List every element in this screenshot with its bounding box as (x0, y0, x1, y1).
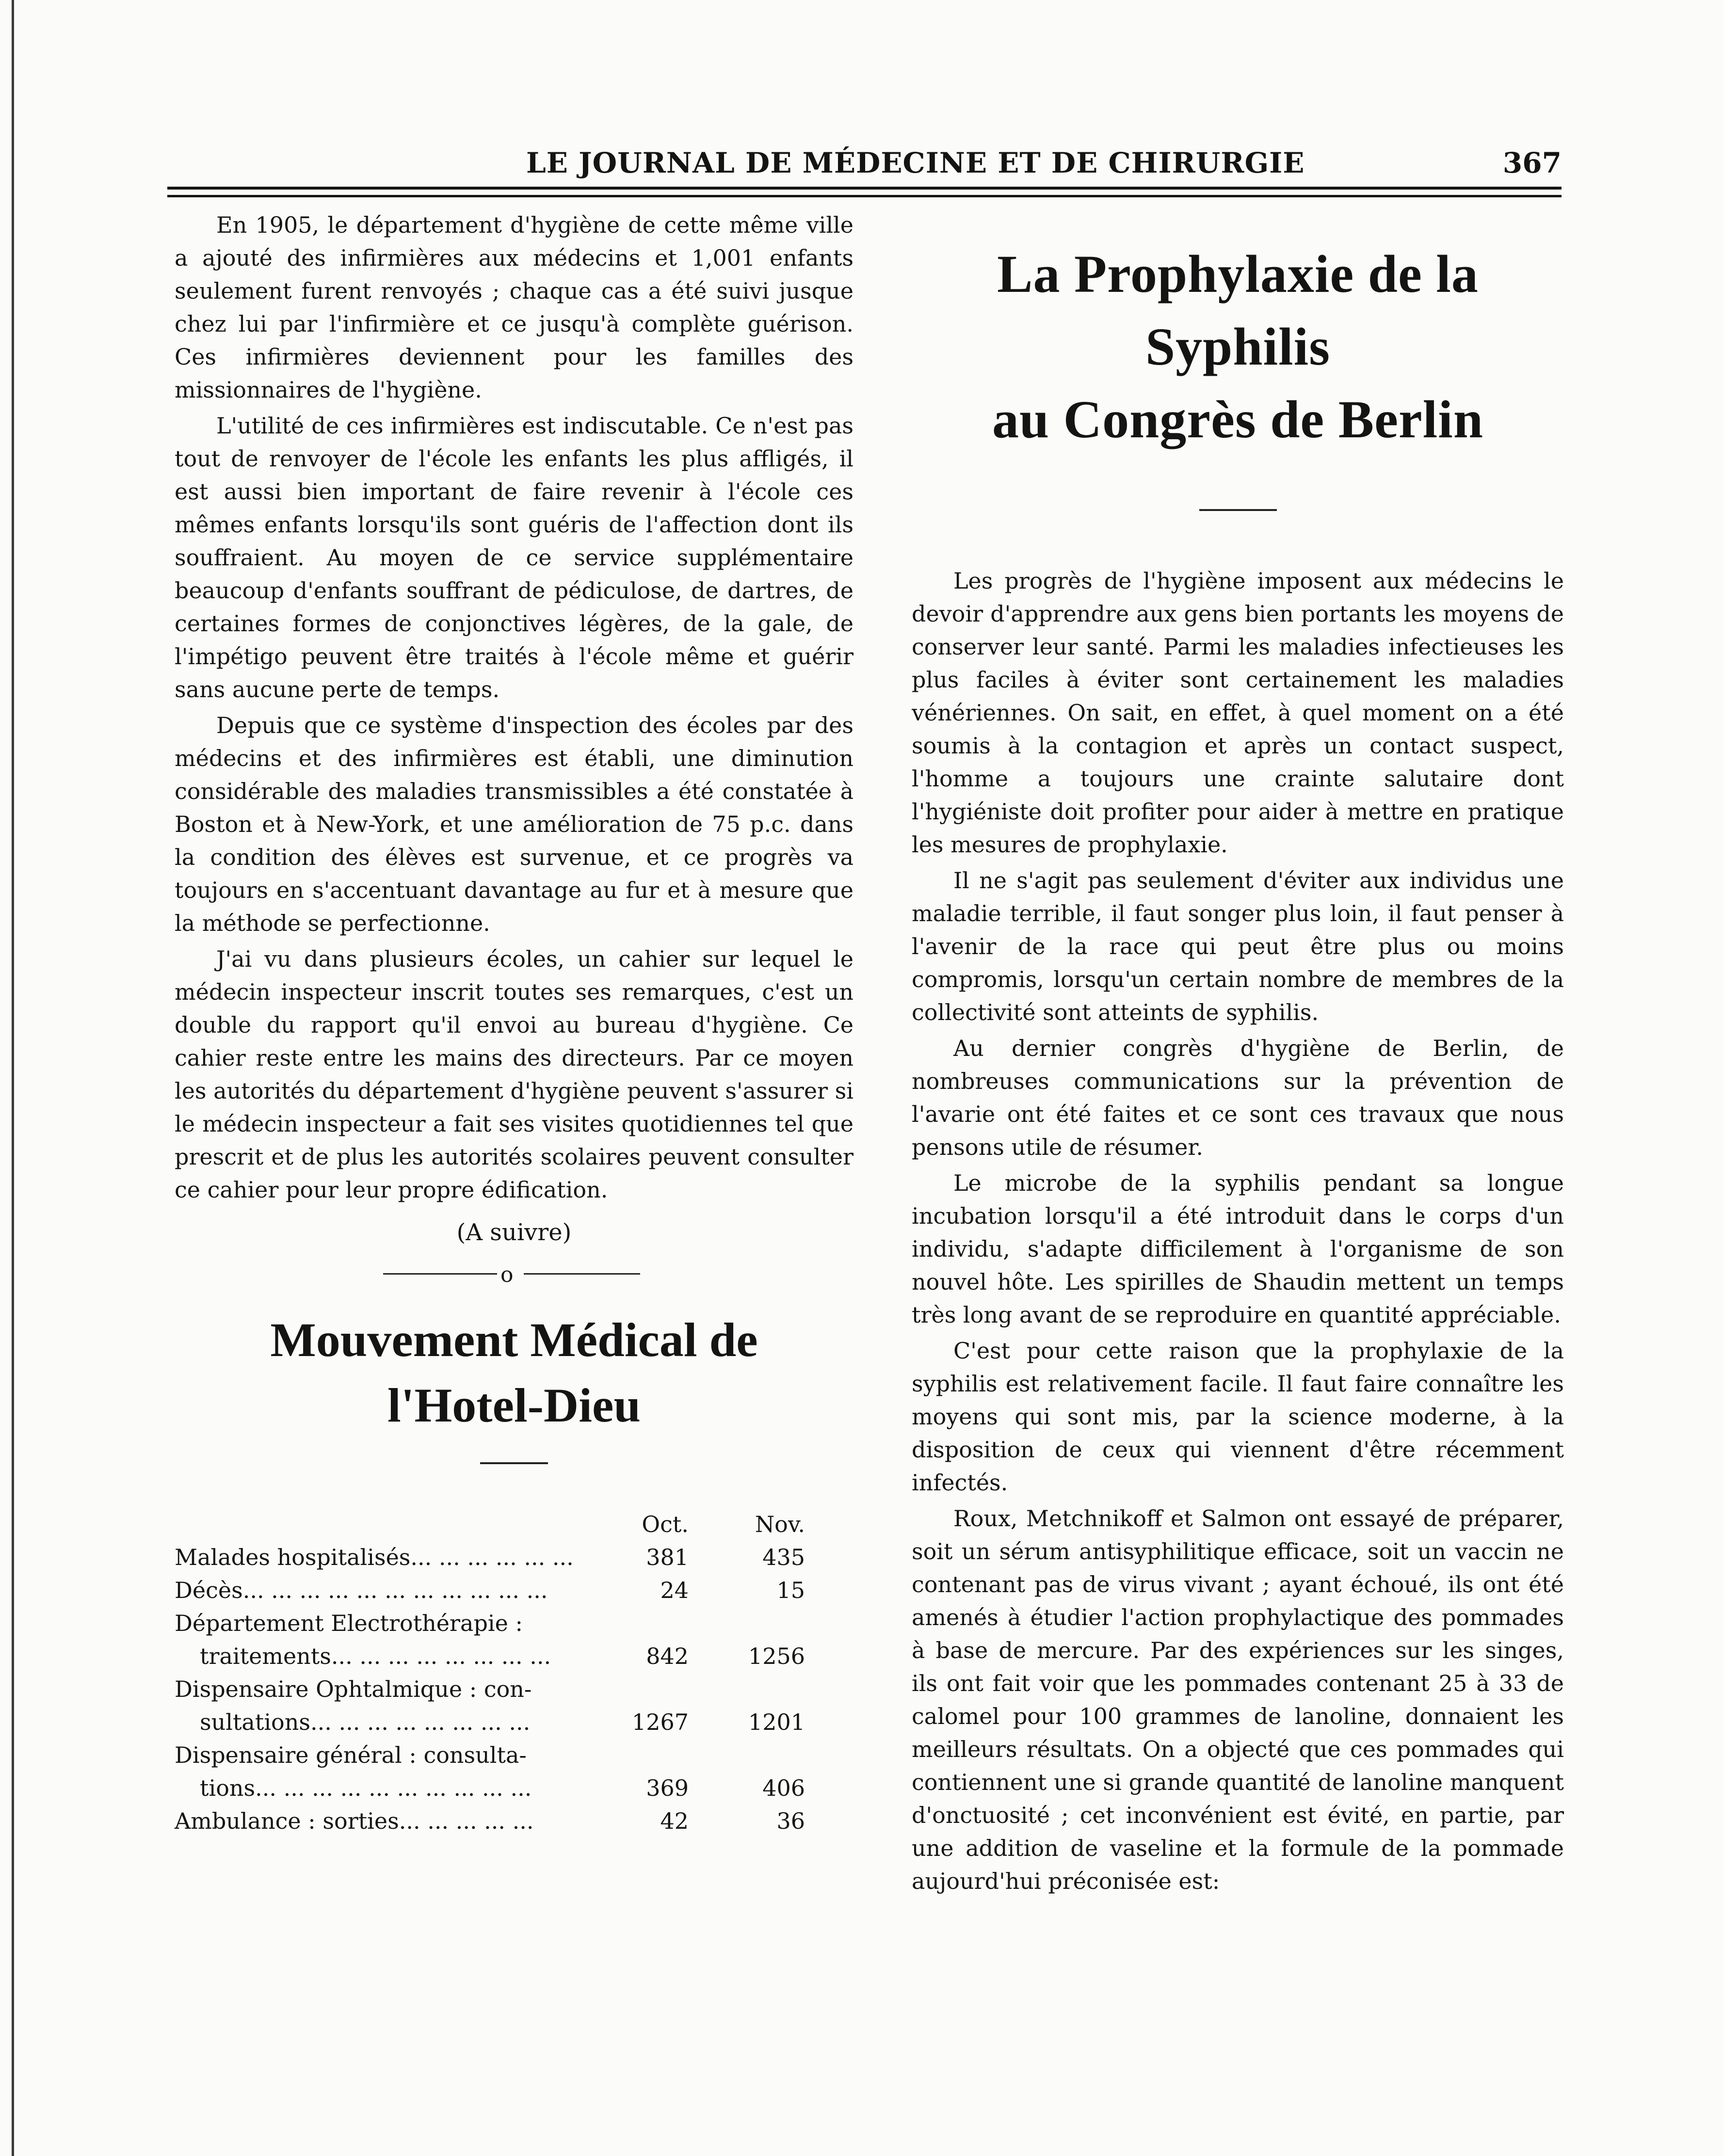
value-nov: 1201 (748, 1709, 805, 1735)
to-be-continued: (A suivre) (456, 1219, 572, 1246)
table-row (175, 1706, 853, 1739)
table-row (175, 1607, 853, 1640)
header-rule (167, 187, 1562, 190)
table-row (175, 1640, 853, 1673)
value-oct: 24 (660, 1577, 689, 1603)
value-nov: 406 (762, 1775, 805, 1801)
value-oct: 381 (646, 1544, 689, 1570)
table-row (175, 1673, 853, 1706)
divider-line (524, 1273, 640, 1275)
row-label: sultations... ... ... ... ... ... ... ... (200, 1709, 531, 1735)
article-title (912, 238, 1564, 456)
row-label: Décès... ... ... ... ... ... ... ... ... ... ... (175, 1577, 548, 1603)
divider-mark: o (500, 1262, 514, 1287)
value-nov: 1256 (748, 1643, 805, 1669)
paragraph: C'est pour cette raison que la prophylaxie de la syphilis est relativement facile. Il faut faire connaître les moyens qui sont mis, par la science moderne, à la disposition de ceux qui viennent d'être récemment infectés. (912, 1338, 1564, 1496)
row-label: Malades hospitalisés... ... ... ... ... ... (175, 1544, 574, 1570)
value-nov: 36 (776, 1808, 805, 1834)
statistics-table (175, 1508, 853, 1837)
paragraph: L'utilité de ces infirmières est indiscutable. Ce n'est pas tout de renvoyer de l'école les enfants les plus affligés, il est aussi bien important de faire revenir à l'école ces mêmes enfants lorsqu'ils sont guéris de l'affection dont ils souffraient. Au moyen de ce service supplémentaire beaucoup d'enfants souffrant de pédiculose, de dartres, de certaines formes de conjonctives légères, de la gale, de l'impétigo peuvent être traités à l'école même et guérir sans aucune perte de temps. (175, 413, 853, 703)
section-title (175, 1307, 853, 1438)
value-oct: 842 (646, 1643, 689, 1669)
page-number: 367 (1502, 146, 1562, 179)
value-oct: 1267 (631, 1709, 689, 1735)
article-title-line: au Congrès de Berlin (992, 390, 1484, 449)
divider-line (383, 1273, 497, 1275)
table-row (175, 1574, 853, 1607)
value-nov: 15 (776, 1577, 805, 1603)
title-rule (1199, 509, 1277, 511)
table-row (175, 1772, 853, 1805)
table-row (175, 1541, 853, 1574)
value-oct: 42 (660, 1808, 689, 1834)
column-header-nov: Nov. (755, 1511, 805, 1537)
row-label: Dispensaire Ophtalmique : con- (175, 1676, 532, 1702)
section-title-line: Mouvement Médical de (270, 1313, 758, 1367)
paragraph: J'ai vu dans plusieurs écoles, un cahier sur lequel le médecin inspecteur inscrit toutes ses remarques, c'est un double du rapport qu'il envoi au bureau d'hygiène. Ce cahier reste entre les mains des directeurs. Par ce moyen les autorités du département d'hygiène peuvent s'assurer si le médecin inspecteur a fait ses visites quotidiennes tel que prescrit et de plus les autorités scolaires peuvent consulter ce cahier pour leur propre édification. (175, 946, 853, 1203)
row-label: Dispensaire général : consulta- (175, 1742, 527, 1768)
paragraph: Il ne s'agit pas seulement d'éviter aux individus une maladie terrible, il faut songer plus loin, il faut penser à l'avenir de la race qui peut être plus ou moins compromis, lorsqu'un certain nombre de membres de la collectivité sont atteints de syphilis. (912, 867, 1564, 1025)
header-rule (167, 195, 1562, 197)
row-label: Ambulance : sorties... ... ... ... ... (175, 1808, 534, 1834)
table-row (175, 1739, 853, 1772)
row-label: tions... ... ... ... ... ... ... ... ... ... (200, 1775, 532, 1801)
journal-title: LE JOURNAL DE MÉDECINE ET DE CHIRURGIE (526, 146, 1305, 179)
binding-margin-line (12, 0, 14, 2156)
article-title-line: La Prophylaxie de la Syphilis (997, 244, 1479, 376)
paragraph: Depuis que ce système d'inspection des écoles par des médecins et des infirmières est établi, une diminution considérable des maladies transmissibles a été constatée à Boston et à New-York, et une amélioration de 75 p.c. dans la condition des élèves est survenue, et ce progrès va toujours en s'accentuant davantage au fur et à mesure que la méthode se perfectionne. (175, 712, 853, 936)
paragraph: Roux, Metchnikoff et Salmon ont essayé de préparer, soit un sérum antisyphilitique efficace, soit un vaccin ne contenant pas de virus vivant ; ayant échoué, ils ont été amenés à étudier l'action prophylactique des pommades à base de mercure. Par des expériences sur les singes, ils ont fait voir que les pommades contenant 25 à 33 de calomel pour 100 grammes de lanoline, donnaient les meilleurs résultats. On a objecté que ces pommades qui contiennent une si grande quantité de lanoline manquent d'onctuosité ; cet inconvénient est évité, en partie, par une addition de vaseline et la formule de la pommade aujourd'hui préconisée est: (912, 1505, 1564, 1894)
left-column (175, 208, 853, 1837)
value-nov: 435 (762, 1544, 805, 1570)
running-header (167, 146, 1562, 180)
column-header-oct: Oct. (642, 1511, 689, 1537)
paragraph: En 1905, le département d'hygiène de cette même ville a ajouté des infirmières aux médecins et 1,001 enfants seulement furent renvoyés ; chaque cas a été suivi jusque chez lui par l'infirmière et ce jusqu'à complète guérison. Ces infirmières deviennent pour les familles des missionnaires de l'hygiène. (175, 212, 853, 403)
table-header (175, 1508, 853, 1541)
section-title-line: l'Hotel-Dieu (387, 1378, 641, 1432)
value-oct: 369 (646, 1775, 689, 1801)
row-label: Département Electrothérapie : (175, 1610, 523, 1636)
right-column (912, 208, 1564, 1900)
section-divider (175, 1259, 853, 1288)
row-label: traitements... ... ... ... ... ... ... ... (200, 1643, 551, 1669)
paragraph: Les progrès de l'hygiène imposent aux médecins le devoir d'apprendre aux gens bien portants les moyens de conserver leur santé. Parmi les maladies infectieuses les plus faciles à éviter sont certainement les maladies vénériennes. On sait, en effet, à quel moment on a été soumis à la contagion et après un contact suspect, l'homme a toujours une crainte salutaire dont l'hygiéniste doit profiter pour aider à mettre en pratique les mesures de prophylaxie. (912, 568, 1564, 858)
paragraph: Le microbe de la syphilis pendant sa longue incubation lorsqu'il a été introduit dans le corps d'un individu, s'adapte difficilement à l'organisme de son nouvel hôte. Les spirilles de Shaudin mettent un temps très long avant de se reproduire en quantité appréciable. (912, 1170, 1564, 1328)
title-rule (480, 1462, 548, 1464)
paragraph: Au dernier congrès d'hygiène de Berlin, de nombreuses communications sur la prévention de l'avarie ont été faites et ce sont ces travaux que nous pensons utile de résumer. (912, 1035, 1564, 1160)
table-row (175, 1805, 853, 1837)
